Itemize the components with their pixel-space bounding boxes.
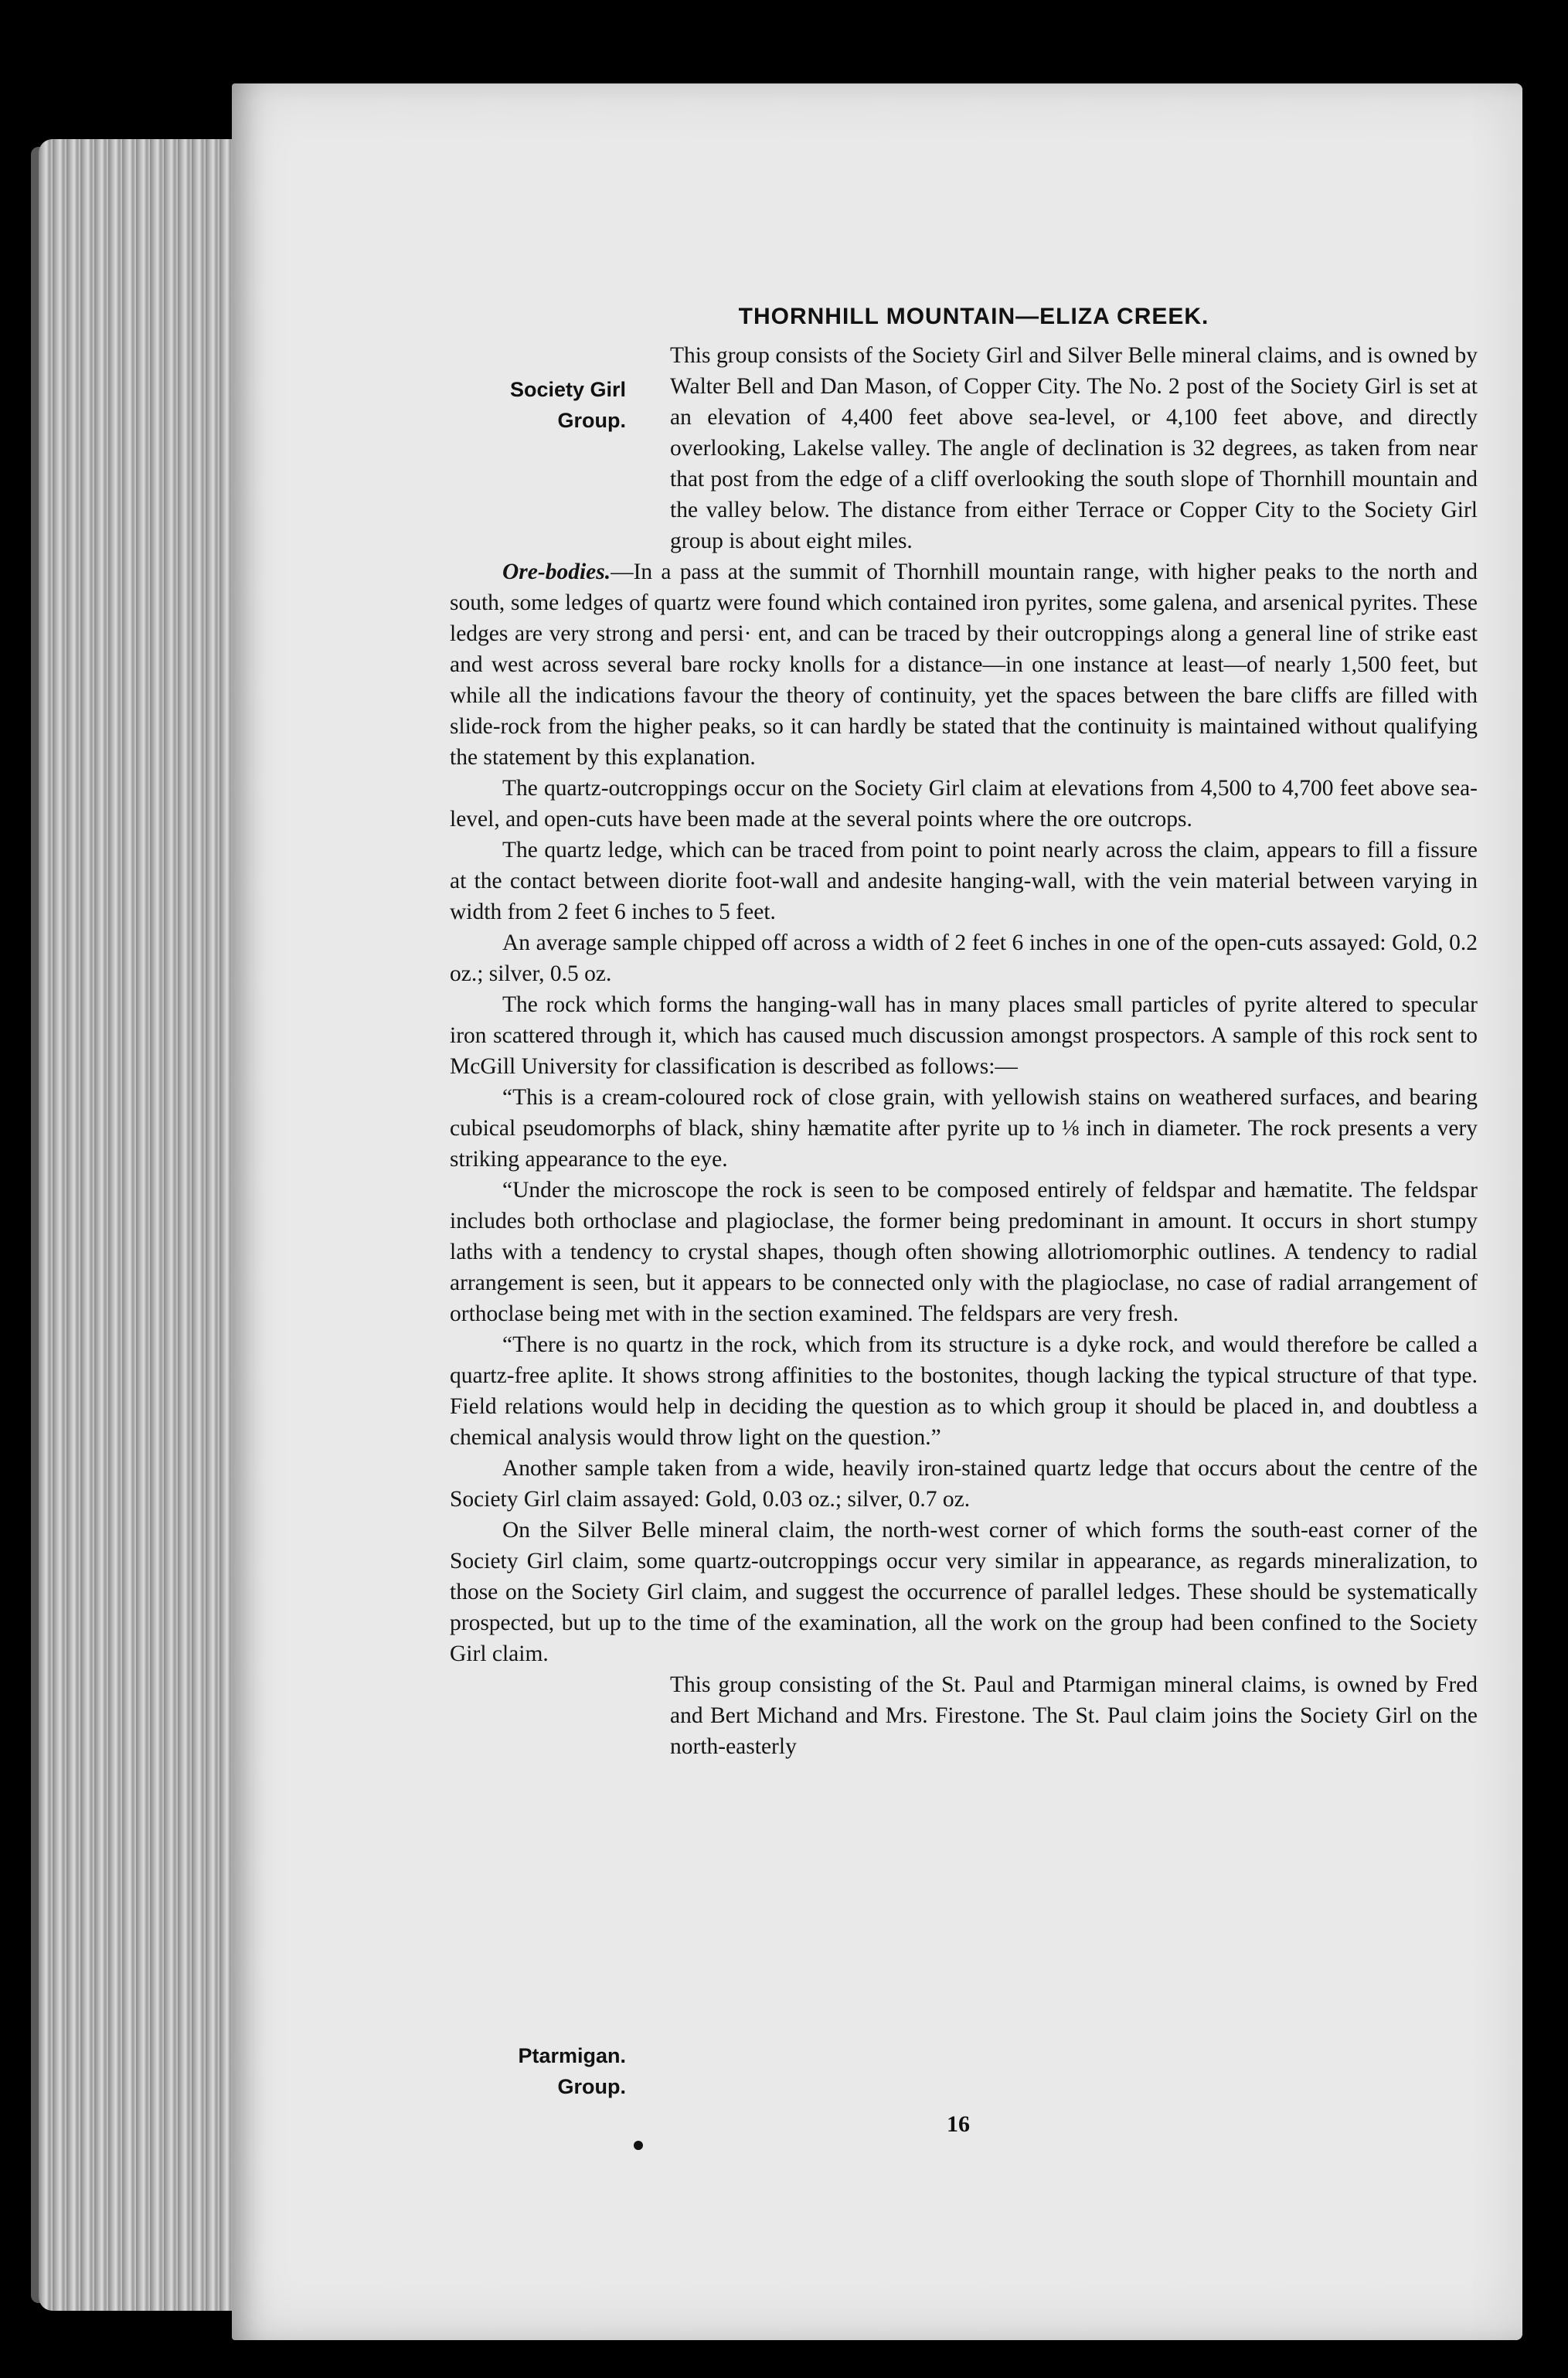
paragraph bbox=[450, 1515, 1478, 1669]
paragraph-text: —In a pass at the summit of Thornhill mountain range, with higher peaks to the north and south, some ledges of quartz were found which contained iron pyrites, some galena, and arsenical pyrites. These ledges are very strong and persi· ent, and can be traced by their outcroppings along a general line of strike east and west across several bare rocky knolls for a distance—in one instance at least—of nearly 1,500 feet, but while all the indications favour the theory of continuity, yet the spaces between the bare cliffs are filled with slide-rock from the higher peaks, so it can hardly be stated that the continuity is maintained without qualifying the statement by this explanation. bbox=[450, 560, 1478, 770]
paragraph-text: This group consisting of the St. Paul and Ptarmigan mineral claims, is owned by Fred and Bert Michand and Mrs. Firestone. The St. Paul claim joins the Society Girl on the north-easterly bbox=[670, 1672, 1478, 1759]
paragraph bbox=[450, 773, 1478, 835]
ink-speck bbox=[634, 2141, 643, 2150]
paragraph-text: The rock which forms the hanging-wall has in many places small particles of pyrite altered to specular iron scattered through it, which has caused much discussion amongst prospectors. A sample of this rock sent to McGill University for classification is described as follows:— bbox=[450, 992, 1478, 1079]
running-head: THORNHILL MOUNTAIN—ELIZA CREEK. bbox=[738, 304, 1209, 329]
paragraph-text: On the Silver Belle mineral claim, the north-west corner of which forms the south-east corner of the Society Girl claim, some quartz-outcroppings occur very similar in appearance, as regards mineralization, to those on the Society Girl claim, and suggest the occurrence of parallel ledges. These should be systematically prospected, but up to the time of the examination, all the work on the group had been confined to the Society Girl claim. bbox=[450, 1518, 1478, 1666]
margin-head-ptarmigan bbox=[433, 2040, 626, 2102]
paragraph-text: This group consists of the Society Girl and Silver Belle mineral claims, and is owned by Walter Bell and Dan Mason, of Copper City. The No. 2 post of the Society Girl is set at an elevation of 4,400 feet above sea-level, or 4,100 feet above, and directly overlooking, Lakelse valley. The angle of declination is 32 degrees, as taken from near that post from the edge of a cliff overlooking the south slope of Thornhill mountain and the valley below. The distance from either Terrace or Copper City to the Society Girl group is about eight miles. bbox=[670, 343, 1478, 553]
margin-head-line: Society Girl bbox=[509, 378, 626, 401]
paragraph-ore-bodies bbox=[450, 556, 1478, 773]
page-number: 16 bbox=[947, 2111, 970, 2137]
page-edges bbox=[39, 139, 240, 2311]
paragraph-text: “There is no quartz in the rock, which from its structure is a dyke rock, and would therefore be called a quartz-free aplite. It shows strong affinities to the bostonites, though lacking the typical structure of that type. Field relations would help in deciding the question as to which group it should be placed in, and doubtless a chemical analysis would throw light on the question.” bbox=[450, 1332, 1478, 1450]
paragraph bbox=[450, 989, 1478, 1082]
paragraph bbox=[450, 927, 1478, 989]
paragraph-text: Another sample taken from a wide, heavily iron-stained quartz ledge that occurs about the centre of the Society Girl claim assayed: Gold, 0.03 oz.; silver, 0.7 oz. bbox=[450, 1456, 1478, 1512]
paragraph-lead: Ore-bodies. bbox=[502, 560, 611, 584]
margin-head-line: Group. bbox=[557, 2075, 626, 2098]
paragraph bbox=[450, 1453, 1478, 1515]
paragraph-text: An average sample chipped off across a width of 2 feet 6 inches in one of the open-cuts assayed: Gold, 0.2 oz.; silver, 0.5 oz. bbox=[450, 930, 1478, 986]
quote-paragraph bbox=[450, 1175, 1478, 1329]
paragraph-ptarmigan-intro bbox=[450, 1669, 1478, 1762]
paragraph-text: The quartz-outcroppings occur on the Society Girl claim at elevations from 4,500 to 4,700 feet above sea-level, and open-cuts have been made at the several points where the ore outcrops. bbox=[450, 776, 1478, 832]
paragraph-text: The quartz ledge, which can be traced from point to point nearly across the claim, appears to fill a fissure at the contact between diorite foot-wall and andesite hanging-wall, with the vein material between varying in width from 2 feet 6 inches to 5 feet. bbox=[450, 838, 1478, 924]
margin-head-line: Ptarmigan. bbox=[518, 2044, 626, 2067]
paragraph bbox=[450, 835, 1478, 927]
quote-paragraph bbox=[450, 1082, 1478, 1175]
paragraph-society-girl-intro bbox=[450, 340, 1478, 556]
paragraph-text: “Under the microscope the rock is seen to be composed entirely of feldspar and hæmatite. The feldspar includes both orthoclase and plagioclase, the former being predominant in amount. It occurs in short stumpy laths with a tendency to crystal shapes, though often showing allotriomorphic outlines. A tendency to radial arrangement is seen, but it appears to be connected only with the plagioclase, no case of radial arrangement of orthoclase being met with in the section examined. The feldspars are very fresh. bbox=[450, 1178, 1478, 1326]
margin-head-line: Group. bbox=[557, 409, 626, 432]
body-text bbox=[450, 303, 1478, 1762]
paragraph-text: “This is a cream-coloured rock of close grain, with yellowish stains on weathered surfaces, and bearing cubical pseudomorphs of black, shiny hæmatite after pyrite up to ⅛ inch in diameter. The rock presents a very striking appearance to the eye. bbox=[450, 1085, 1478, 1172]
quote-paragraph bbox=[450, 1329, 1478, 1453]
